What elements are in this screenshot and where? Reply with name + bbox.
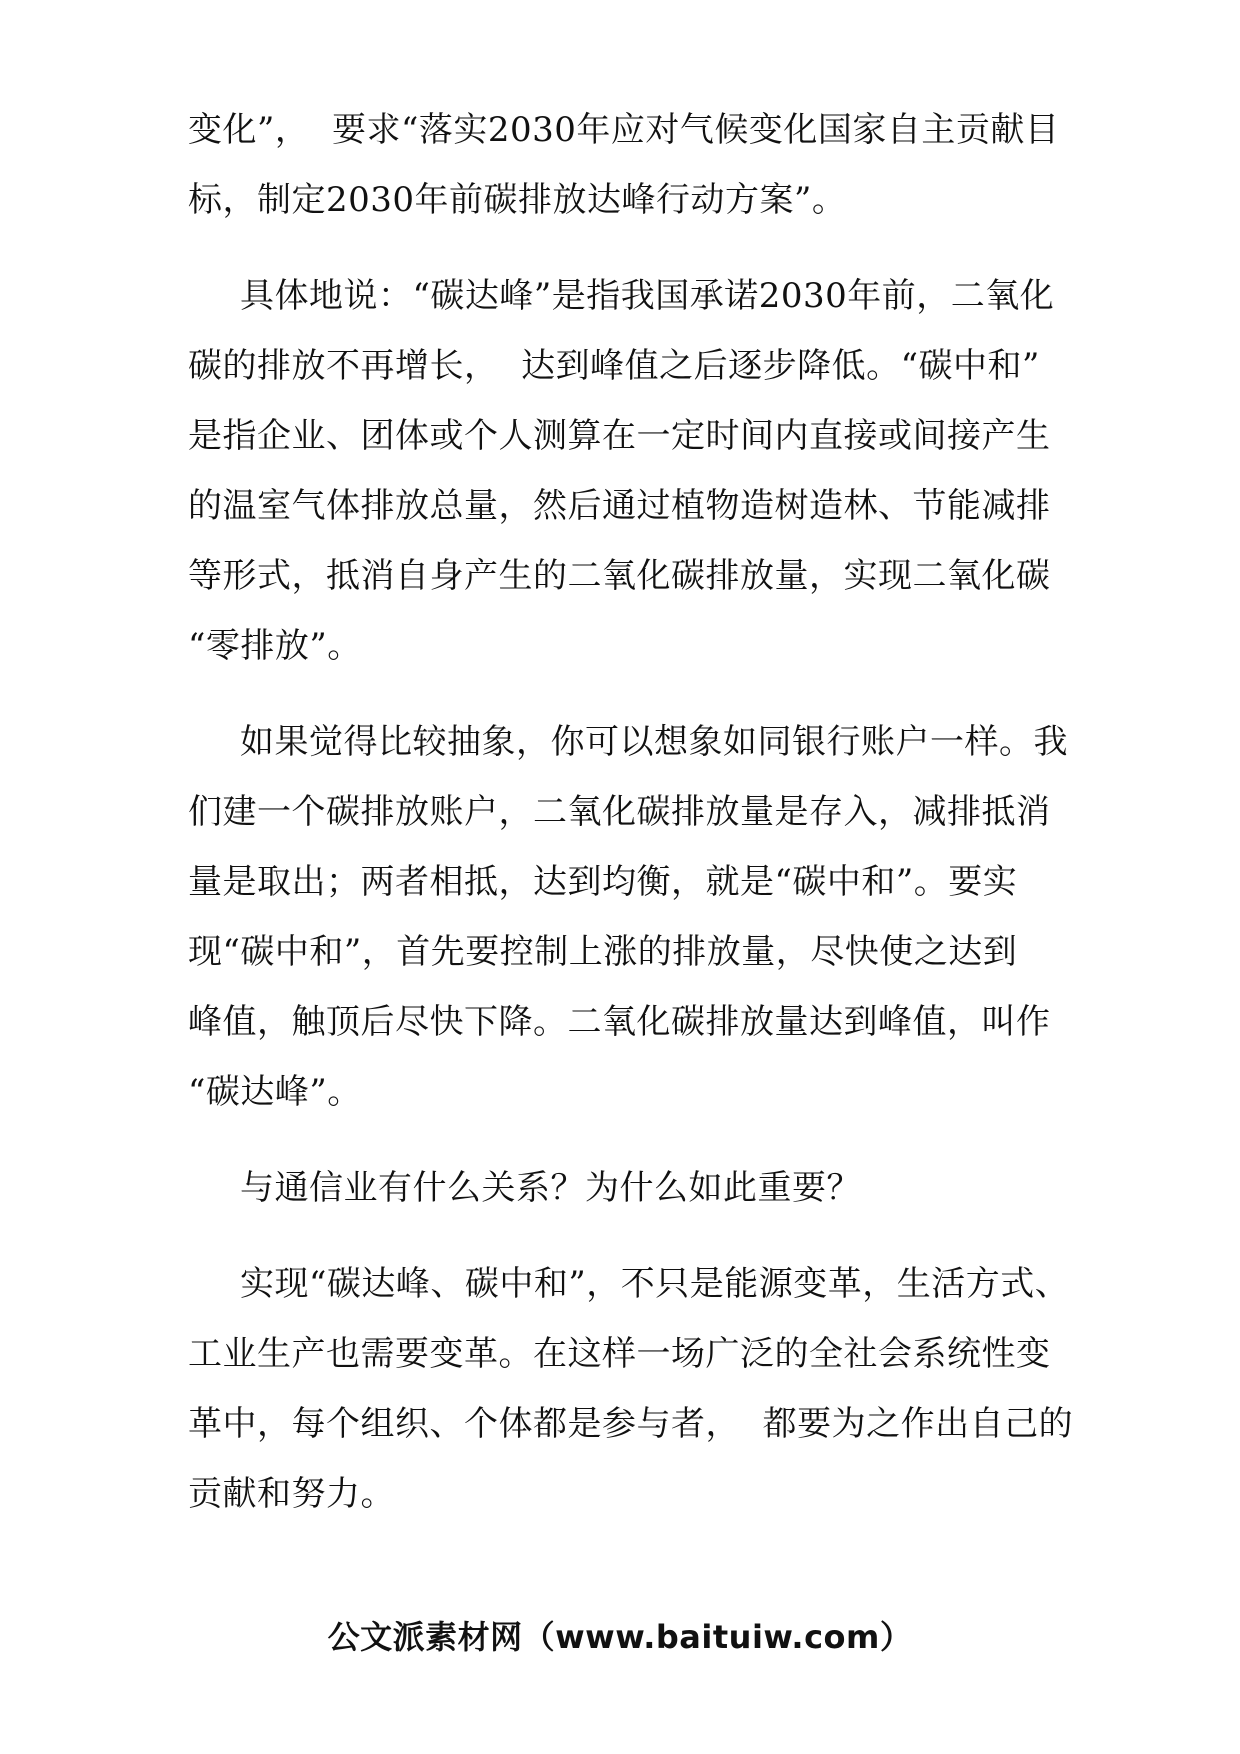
paragraph-3 (188, 707, 1068, 1127)
paragraph-5 (188, 1249, 1074, 1529)
text-line: 标，制定2030年前碳排放达峰行动方案”。 (188, 180, 847, 220)
page-footer: 公文派素材网（www.baituiw.com） (327, 1618, 913, 1656)
text-line: 如果觉得比较抽象，你可以想象如同银行账户一样。我 (240, 722, 1068, 762)
text-line: 量是取出；两者相抵，达到均衡，就是“碳中和”。要实 (188, 862, 1018, 902)
text-line: 贡献和努力。 (188, 1474, 395, 1514)
text-line: 峰值，触顶后尽快下降。二氧化碳排放量达到峰值，叫作 (188, 1002, 1051, 1042)
text-line: 等形式，抵消自身产生的二氧化碳排放量，实现二氧化碳 (188, 556, 1051, 596)
text-line: 现“碳中和”，首先要控制上涨的排放量，尽快使之达到 (188, 932, 1018, 972)
text-line: 们建一个碳排放账户，二氧化碳排放量是存入，减排抵消 (188, 792, 1051, 832)
text-line: 具体地说：“碳达峰”是指我国承诺2030年前，二氧化 (240, 276, 1055, 316)
text-line: 工业生产也需要变革。在这样一场广泛的全社会系统性变 (188, 1334, 1051, 1374)
text-line: “碳达峰”。 (188, 1072, 362, 1112)
text-line: 是指企业、团体或个人测算在一定时间内直接或间接产生 (188, 416, 1051, 456)
text-line: 实现“碳达峰、碳中和”，不只是能源变革，生活方式、 (240, 1264, 1070, 1304)
text-line: “零排放”。 (188, 626, 362, 666)
document-body (188, 95, 1074, 1555)
text-line: 与通信业有什么关系？为什么如此重要？ (240, 1168, 861, 1208)
paragraph-2 (188, 261, 1068, 681)
paragraph-1 (188, 95, 1068, 235)
text-line: 革中，每个组织、个体都是参与者， 都要为之作出自己的 (188, 1404, 1074, 1444)
text-line: 的温室气体排放总量，然后通过植物造树造林、节能减排 (188, 486, 1051, 526)
text-line: 变化”， 要求“落实2030年应对气候变化国家自主贡献目 (188, 110, 1060, 150)
paragraph-4 (188, 1153, 1068, 1223)
text-line: 碳的排放不再增长， 达到峰值之后逐步降低。“碳中和” (188, 346, 1040, 386)
